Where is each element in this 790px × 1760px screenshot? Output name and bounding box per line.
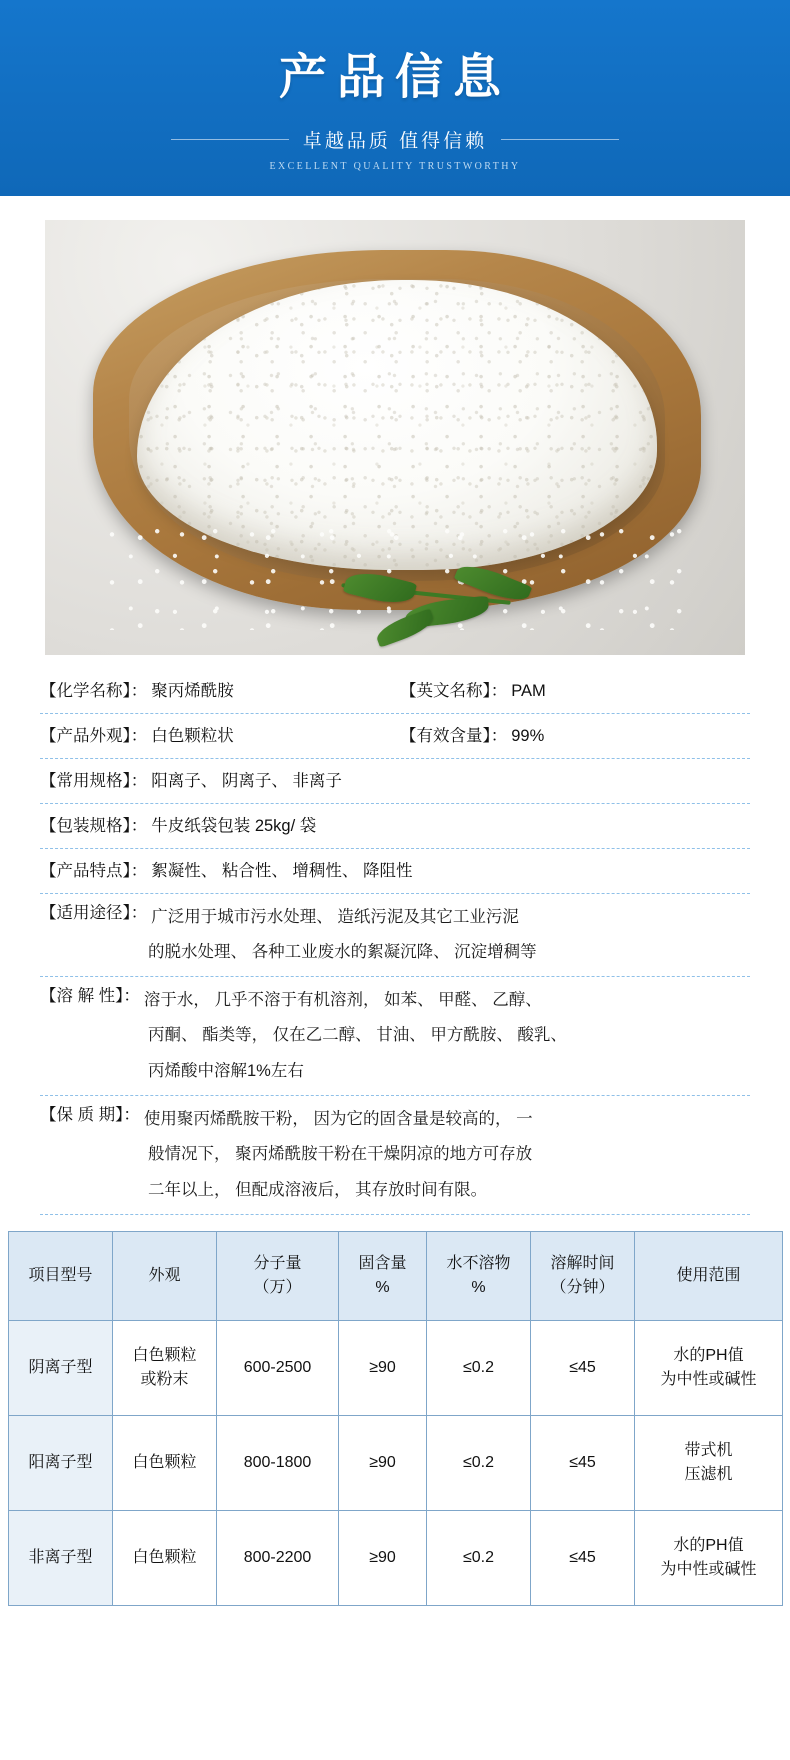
cell-appearance (113, 1416, 217, 1511)
spec-value-chemical-name: 聚丙烯酰胺 (151, 682, 234, 700)
spec-value-english-name: PAM (511, 682, 546, 700)
header-molecular-weight-line-1: 分子量 (253, 1255, 302, 1272)
spec-value-solubility-line-1: 溶于水， 几乎不溶于有机溶剂， 如苯、 甲醛、 乙醇、 (143, 991, 542, 1009)
spec-value-shelf-life-line-2: 般情况下， 聚丙烯酰胺干粉在干燥阴凉的地方可存放 (148, 1145, 533, 1163)
cell-solid-content: ≥90 (339, 1321, 427, 1416)
spec-row-common-specs (40, 759, 750, 804)
spec-label-chemical-name: 【化学名称】： (40, 682, 148, 700)
table-header-appearance (113, 1232, 217, 1321)
cell-usage-line-1: 水的PH值 (673, 1537, 744, 1554)
cell-usage-line-1: 带式机 (684, 1442, 733, 1459)
table-header-solid-content (339, 1232, 427, 1321)
spec-value-solubility-line-2: 丙酮、 酯类等， 仅在乙二醇、 甘油、 甲方酰胺、 酸乳、 (148, 1026, 567, 1044)
table-row (9, 1321, 783, 1416)
spec-label-effective-content: 【有效含量】： (400, 727, 508, 745)
cell-appearance (113, 1511, 217, 1606)
cell-dissolve-time: ≤45 (531, 1511, 635, 1606)
parameter-table-container (0, 1215, 790, 1606)
spec-label-shelf-life: 【保 质 期】： (40, 1106, 140, 1124)
banner-english-subtitle: EXCELLENT QUALITY TRUSTWORTHY (269, 161, 521, 172)
cell-model: 阴离子型 (9, 1321, 113, 1416)
header-model-line-1: 项目型号 (28, 1267, 93, 1284)
cell-appearance-line-2: 或粉末 (140, 1371, 189, 1388)
table-header-model (9, 1232, 113, 1321)
spec-label-applications: 【适用途径】： (40, 904, 148, 922)
spec-value-shelf-life-line-1: 使用聚丙烯酰胺干粉， 因为它的固含量是较高的， 一 (143, 1110, 533, 1128)
banner-subtitle-row (0, 126, 790, 153)
divider-left (171, 139, 289, 140)
spec-row-shelf-life (40, 1096, 750, 1215)
header-appearance-line-1: 外观 (148, 1267, 181, 1284)
product-photo-container (0, 196, 790, 655)
spec-value-packaging: 牛皮纸袋包装 25kg/ 袋 (151, 817, 317, 835)
header-solid-content-line-1: 固含量 (358, 1255, 407, 1272)
product-photo (45, 220, 745, 655)
cell-usage (635, 1416, 783, 1511)
cell-solid-content: ≥90 (339, 1416, 427, 1511)
spec-value-features: 絮凝性、 粘合性、 增稠性、 降阻性 (151, 862, 413, 880)
cell-appearance-line-1: 白色颗粒 (132, 1454, 197, 1471)
spec-row-appearance (40, 714, 750, 759)
spec-value-common-specs: 阳离子、 阴离子、 非离子 (151, 772, 342, 790)
table-row (9, 1511, 783, 1606)
cell-usage (635, 1321, 783, 1416)
cell-dissolve-time: ≤45 (531, 1321, 635, 1416)
header-insoluble-line-1: 水不溶物 (446, 1255, 511, 1272)
cell-molecular-weight: 600-2500 (217, 1321, 339, 1416)
table-row (9, 1416, 783, 1511)
page-title: 产品信息 (278, 51, 511, 104)
cell-usage-line-1: 水的PH值 (673, 1347, 744, 1364)
cell-appearance (113, 1321, 217, 1416)
cell-appearance-line-1: 白色颗粒 (132, 1549, 197, 1566)
spec-value-appearance: 白色颗粒状 (151, 727, 234, 745)
cell-insoluble: ≤0.2 (427, 1416, 531, 1511)
cell-molecular-weight: 800-1800 (217, 1416, 339, 1511)
header-solid-content-line-2: % (375, 1279, 390, 1296)
table-header-usage (635, 1232, 783, 1321)
banner-subtitle: 卓越品质 值得信赖 (302, 131, 488, 152)
cell-usage (635, 1511, 783, 1606)
spec-row-applications (40, 894, 750, 977)
specification-list (0, 655, 790, 1215)
page-header-banner (0, 0, 790, 196)
cell-model: 阳离子型 (9, 1416, 113, 1511)
header-dissolve-time-line-2: （分钟） (550, 1279, 615, 1296)
table-header-dissolve-time (531, 1232, 635, 1321)
cell-insoluble: ≤0.2 (427, 1511, 531, 1606)
header-dissolve-time-line-1: 溶解时间 (550, 1255, 615, 1272)
header-molecular-weight-line-2: （万） (253, 1279, 302, 1296)
table-header-row (9, 1232, 783, 1321)
spec-row-chemical-name (40, 669, 750, 714)
spec-label-english-name: 【英文名称】： (400, 682, 508, 700)
spec-row-packaging (40, 804, 750, 849)
cell-usage-line-2: 为中性或碱性 (660, 1561, 757, 1578)
header-insoluble-line-2: % (471, 1279, 486, 1296)
cell-appearance-line-1: 白色颗粒 (132, 1347, 197, 1364)
spec-value-shelf-life-line-3: 二年以上， 但配成溶液后， 其存放时间有限。 (148, 1181, 488, 1199)
banner-content (0, 51, 790, 172)
spec-value-applications-line-1: 广泛用于城市污水处理、 造纸污泥及其它工业污泥 (151, 908, 519, 926)
parameter-table (8, 1231, 783, 1606)
cell-insoluble: ≤0.2 (427, 1321, 531, 1416)
spec-row-solubility (40, 977, 750, 1096)
spec-label-appearance: 【产品外观】： (40, 727, 148, 745)
spec-label-features: 【产品特点】： (40, 862, 148, 880)
cell-molecular-weight: 800-2200 (217, 1511, 339, 1606)
cell-usage-line-2: 为中性或碱性 (660, 1371, 757, 1388)
spec-row-features (40, 849, 750, 894)
spec-label-common-specs: 【常用规格】： (40, 772, 148, 790)
header-usage-line-1: 使用范围 (676, 1267, 741, 1284)
scattered-granules (105, 520, 685, 630)
spec-label-solubility: 【溶 解 性】： (40, 987, 140, 1005)
cell-dissolve-time: ≤45 (531, 1416, 635, 1511)
cell-solid-content: ≥90 (339, 1511, 427, 1606)
table-header-molecular-weight (217, 1232, 339, 1321)
divider-right (501, 139, 619, 140)
cell-usage-line-2: 压滤机 (684, 1466, 733, 1483)
spec-label-packaging: 【包装规格】： (40, 817, 148, 835)
spec-value-effective-content: 99% (511, 727, 545, 745)
spec-value-solubility-line-3: 丙烯酸中溶解1%左右 (148, 1062, 304, 1080)
cell-model: 非离子型 (9, 1511, 113, 1606)
table-header-insoluble (427, 1232, 531, 1321)
spec-value-applications-line-2: 的脱水处理、 各种工业废水的絮凝沉降、 沉淀增稠等 (148, 943, 537, 961)
